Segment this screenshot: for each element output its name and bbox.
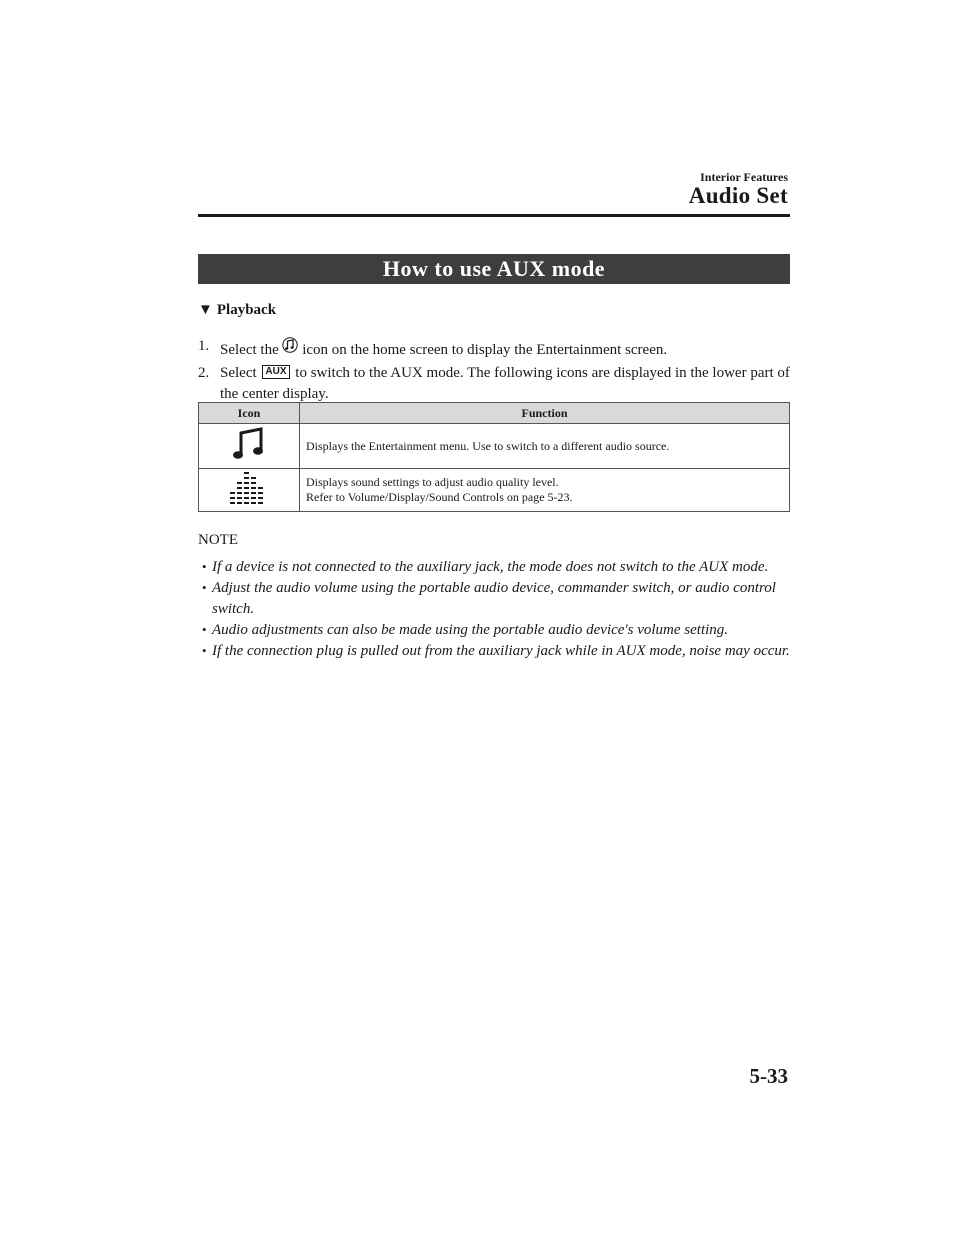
column-header-icon: Icon (199, 403, 300, 424)
note-item (200, 557, 790, 578)
equalizer-icon (229, 495, 269, 509)
section-banner: How to use AUX mode (198, 254, 790, 284)
chapter-title: Audio Set (688, 183, 788, 208)
subheading-label: Playback (216, 302, 277, 318)
table-row (199, 469, 790, 512)
function-text: Displays the Entertainment menu. Use to switch to a different audio source. (306, 438, 670, 453)
triangle-marker: ▼ (198, 302, 213, 318)
table-cell-function (300, 424, 790, 469)
icon-function-table (198, 402, 790, 512)
table-cell-icon (199, 469, 300, 512)
step-text-after: to switch to the AUX mode. The following icons are displayed in the lower part of the center display. (220, 365, 790, 402)
function-text: Refer to Volume/Display/Sound Controls on page 5-23. (306, 490, 573, 504)
subheading (198, 302, 276, 319)
section-label: Interior Features (700, 170, 788, 184)
note-text: If a device is not connected to the auxiliary jack, the mode does not switch to the AUX mode. (212, 559, 769, 575)
step-text-before: Select (220, 365, 257, 381)
step-text-before: Select the (220, 342, 279, 358)
step-text-after: icon on the home screen to display the Entertainment screen. (302, 342, 668, 358)
step-1 (198, 336, 798, 363)
note-item (200, 620, 790, 641)
table-cell-function (300, 469, 790, 512)
music-note-icon (282, 336, 298, 363)
table-row (199, 424, 790, 469)
table-cell-icon (199, 424, 300, 469)
function-text: Displays sound settings to adjust audio quality level. (306, 475, 559, 489)
column-header-function: Function (300, 403, 790, 424)
music-note-icon (229, 453, 269, 467)
page-number: 5-33 (749, 1064, 788, 1088)
note-text: Adjust the audio volume using the portable audio device, commander switch, or audio control switch. (212, 580, 776, 617)
bullet: • (202, 622, 207, 637)
step-number: 2. (198, 365, 210, 381)
note-text: If the connection plug is pulled out from the auxiliary jack while in AUX mode, noise may occur. (212, 643, 790, 659)
step-2 (198, 363, 798, 405)
step-number: 1. (198, 338, 210, 354)
bullet: • (202, 559, 207, 574)
note-item (200, 641, 790, 662)
bullet: • (202, 580, 207, 595)
note-list (200, 557, 790, 662)
aux-badge-icon: AUX (262, 365, 289, 379)
note-heading: NOTE (198, 532, 238, 548)
header-divider (198, 214, 790, 217)
steps-list (198, 336, 798, 405)
note-text: Audio adjustments can also be made using the portable audio device's volume setting. (212, 622, 729, 638)
note-item (200, 578, 790, 620)
bullet: • (202, 643, 207, 658)
